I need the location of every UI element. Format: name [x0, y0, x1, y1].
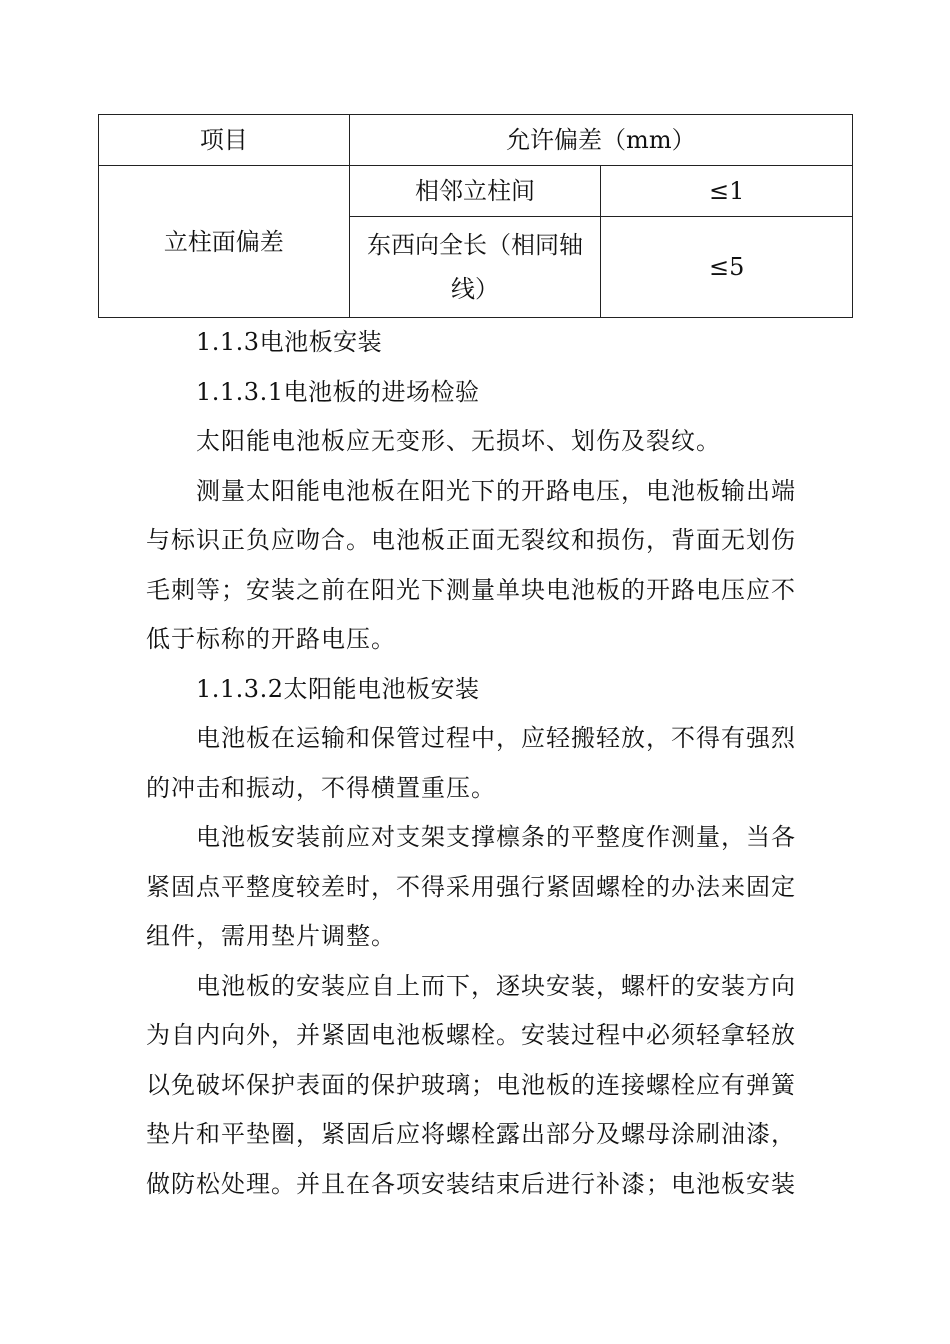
- paragraph: 电池板安装前应对支架支撑檩条的平整度作测量，当各紧固点平整度较差时，不得采用强行紧固螺栓的办法来固定组件，需用垫片调整。: [146, 823, 796, 950]
- header-deviation-cell: 允许偏差（mm）: [349, 115, 852, 166]
- paragraph: 太阳能电池板应无变形、无损坏、划伤及裂纹。: [196, 427, 721, 455]
- value-cell: ≤5: [601, 217, 853, 318]
- paragraph: 电池板的安装应自上而下，逐块安装，螺杆的安装方向为自内向外，并紧固电池板螺栓。安装过程中必须轻拿轻放以免破坏保护表面的保护玻璃；电池板的连接螺栓应有弹簧垫片和平垫圈，紧固后应将螺栓露出部分及螺母涂刷油漆，做防松处理。并且在各项安装结束后进行补漆；电池板安装: [146, 971, 796, 1198]
- item-cell: 立柱面偏差: [99, 166, 350, 318]
- table-header-row: [99, 115, 853, 166]
- header-item-cell: 项目: [99, 115, 350, 166]
- subsection-heading: 1.1.3.2太阳能电池板安装: [196, 674, 480, 703]
- value-cell: ≤1: [601, 166, 853, 217]
- table-row: [99, 166, 853, 217]
- document-body: [146, 318, 808, 1209]
- deviation-table: [98, 114, 853, 318]
- paragraph: 测量太阳能电池板在阳光下的开路电压，电池板输出端与标识正负应吻合。电池板正面无裂纹和损伤，背面无划伤毛刺等；安装之前在阳光下测量单块电池板的开路电压应不低于标称的开路电压。: [146, 476, 796, 653]
- sub-item-cell: 东西向全长（相同轴线）: [349, 217, 601, 318]
- paragraph: 电池板在运输和保管过程中，应轻搬轻放，不得有强烈的冲击和振动，不得横置重压。: [146, 724, 796, 802]
- section-heading: 1.1.3电池板安装: [196, 328, 383, 356]
- subsection-heading: 1.1.3.1电池板的进场检验: [196, 377, 480, 406]
- sub-item-cell: 相邻立柱间: [349, 166, 601, 217]
